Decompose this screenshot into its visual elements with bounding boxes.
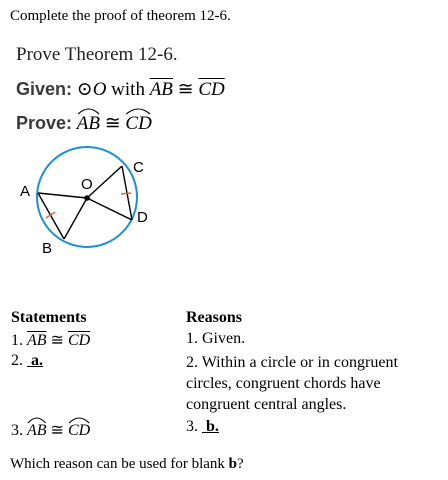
reasons-header: Reasons [186,309,243,326]
prove-label: Prove: [16,113,73,133]
circle-name: O [92,79,107,100]
statement-1-chord-ab: $\overline{AB}$ [27,332,47,349]
prove-arc-cd-text: CD [125,113,152,134]
question-prefix: Which reason can be used for blank [10,456,229,472]
prove-congruent-symbol: ≅ [104,113,121,134]
tick-mark-ab [46,212,55,218]
reason-1: 1. Given. [186,330,246,347]
reason-3 [186,418,219,436]
statement-1-chord-cd: $\overline{CD}$ [67,332,91,349]
statements-header: Statements [11,309,87,326]
radius-oa [38,193,87,198]
blank-b-text: b. [206,418,219,435]
tick-mark-cd [121,193,131,194]
given-chord-ab: $\overline{AB}$ [149,79,173,100]
given-congruent-symbol: ≅ [177,79,194,100]
label-point-b: B [42,240,53,257]
given-with: with [111,79,145,100]
circle-diagram [10,140,170,265]
label-point-o: O [81,176,93,193]
instruction-text: Complete the proof of theorem 12-6. [10,8,231,24]
given-label: Given: [16,79,73,99]
statement-1 [11,330,90,350]
statement-3 [11,418,90,440]
statement-2 [11,352,43,370]
prove-arc-ab [77,109,100,135]
statement-1-congruent: ≅ [50,332,64,349]
statement-3-arc-ab-text: AB [27,422,47,439]
reason-2: 2. Within a circle or in congruent circles, congruent chords have congruent central angles. [186,354,398,413]
statement-3-arc-cd [68,418,90,440]
question-text [10,456,244,473]
blank-b [202,418,219,435]
given-chord-cd: $\overline{CD}$ [198,79,225,100]
prove-statement [16,109,152,135]
question-suffix: ? [237,456,244,472]
prove-arc-ab-text: AB [76,113,100,134]
statement-3-congruent: ≅ [50,422,64,439]
label-point-d: D [137,209,148,226]
prove-arc-cd [125,109,151,135]
question-blank: b [228,456,238,472]
circle-symbol: ⊙ [76,79,93,100]
statement-3-arc-ab [27,418,47,440]
given-statement [16,78,225,101]
radius-od [87,198,132,220]
blank-a-text: a. [31,352,43,369]
label-point-a: A [20,183,31,200]
statement-1-num: 1. [11,332,23,349]
statement-3-arc-cd-text: CD [67,422,91,439]
radius-ob [64,198,87,239]
blank-a [27,352,43,369]
statement-2-num: 2. [11,352,23,369]
center-point-o [84,195,90,201]
reason-3-num: 3. [186,418,198,435]
prove-title: Prove Theorem 12-6. [16,44,178,65]
statement-3-num: 3. [11,422,23,439]
label-point-c: C [133,159,144,176]
